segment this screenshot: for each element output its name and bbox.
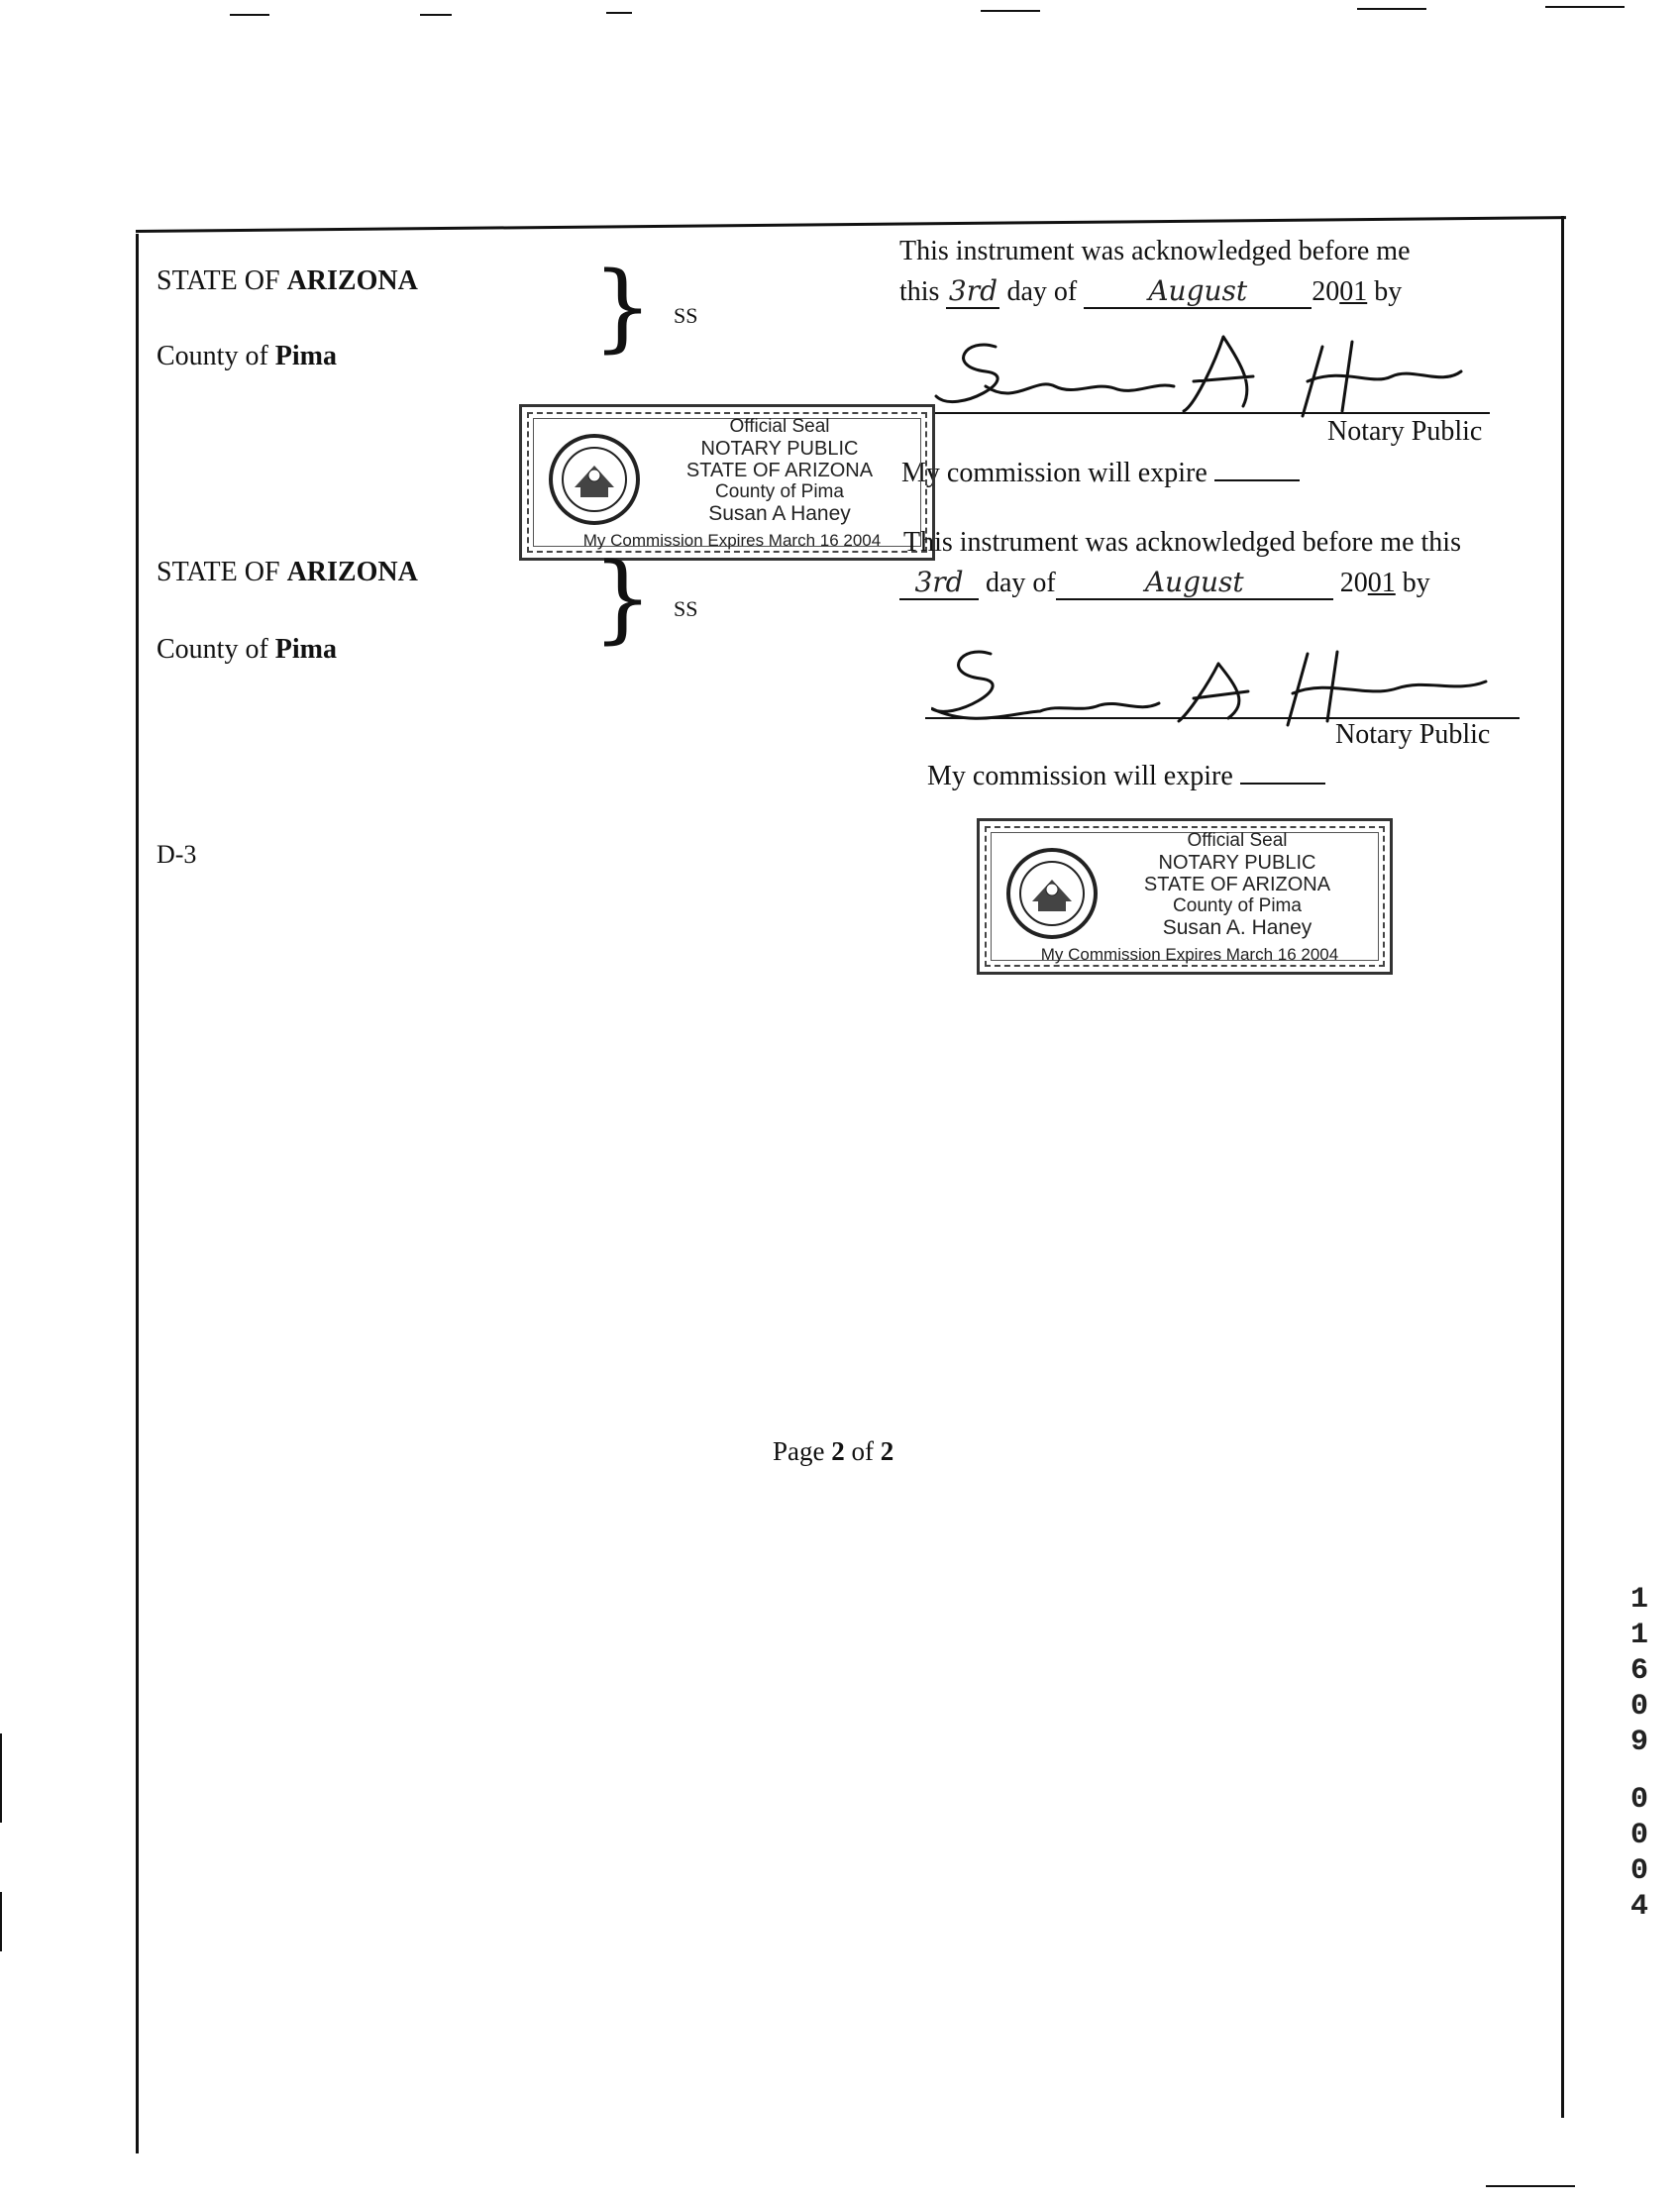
scan-artifact (981, 10, 1040, 12)
brace-1: } (592, 252, 654, 363)
state-label-1: STATE OF ARIZONA (157, 265, 418, 296)
month-field-2: August (1056, 567, 1333, 600)
brace-2: } (592, 543, 654, 654)
scan-artifact (420, 14, 452, 16)
arizona-seal-icon (545, 430, 644, 529)
document-id: D-3 (157, 840, 197, 869)
ss-label-1: SS (674, 303, 698, 328)
ack-date-line-1: this 3rd day of August 2001 by (899, 275, 1402, 309)
margin-stamp-digit: 1 (1629, 1583, 1648, 1617)
scan-artifact (230, 14, 269, 16)
margin-stamp-digit: 9 (1629, 1726, 1648, 1759)
ack-line-2: This instrument was acknowledged before me this (903, 527, 1461, 558)
frame-right-border (1561, 216, 1564, 2118)
notary-seal-1: Official Seal NOTARY PUBLIC STATE OF ARIZONA County of Pima Susan A Haney My Commission Expires March 16 2004 (519, 404, 935, 561)
notary-seal-2: Official Seal NOTARY PUBLIC STATE OF ARIZONA County of Pima Susan A. Haney My Commission Expires March 16 2004 (977, 818, 1393, 975)
margin-stamp-digit: 0 (1629, 1690, 1648, 1724)
arizona-seal-icon (1002, 844, 1102, 943)
frame-left-border (136, 234, 139, 2153)
ss-label-2: SS (674, 596, 698, 621)
scan-artifact (606, 12, 632, 14)
margin-stamp-digit: 4 (1629, 1890, 1648, 1924)
signature-1 (926, 327, 1501, 426)
signature-line-1 (935, 412, 1490, 414)
month-field-1: August (1084, 275, 1312, 309)
scan-artifact (0, 1733, 2, 1823)
commission-line-1: My commission will expire (901, 458, 1300, 489)
ack-date-line-2: 3rd day of August 2001 by (899, 567, 1430, 600)
day-field-2: 3rd (899, 567, 979, 600)
margin-stamp-digit: 6 (1629, 1654, 1648, 1688)
frame-top-border (136, 216, 1566, 233)
commission-line-2: My commission will expire (927, 761, 1325, 792)
state-label-2: STATE OF ARIZONA (157, 557, 418, 587)
margin-stamp-digit: 0 (1629, 1854, 1648, 1888)
page-number: Page 2 of 2 (773, 1436, 894, 1466)
margin-stamp-digit: 0 (1629, 1783, 1648, 1817)
scan-artifact (1486, 2185, 1575, 2187)
margin-stamp-digit: 0 (1629, 1819, 1648, 1852)
ack-line-1: This instrument was acknowledged before me (899, 236, 1411, 266)
scan-artifact (1357, 8, 1426, 10)
county-label-1: County of Pima (157, 341, 337, 371)
scan-artifact (1545, 6, 1625, 8)
notary-public-label-2: Notary Public (1335, 719, 1491, 750)
notary-public-label-1: Notary Public (1327, 416, 1483, 447)
county-label-2: County of Pima (157, 634, 337, 665)
scan-artifact (0, 1892, 2, 1951)
day-field-1: 3rd (946, 275, 999, 309)
margin-stamp-digit: 1 (1629, 1619, 1648, 1652)
